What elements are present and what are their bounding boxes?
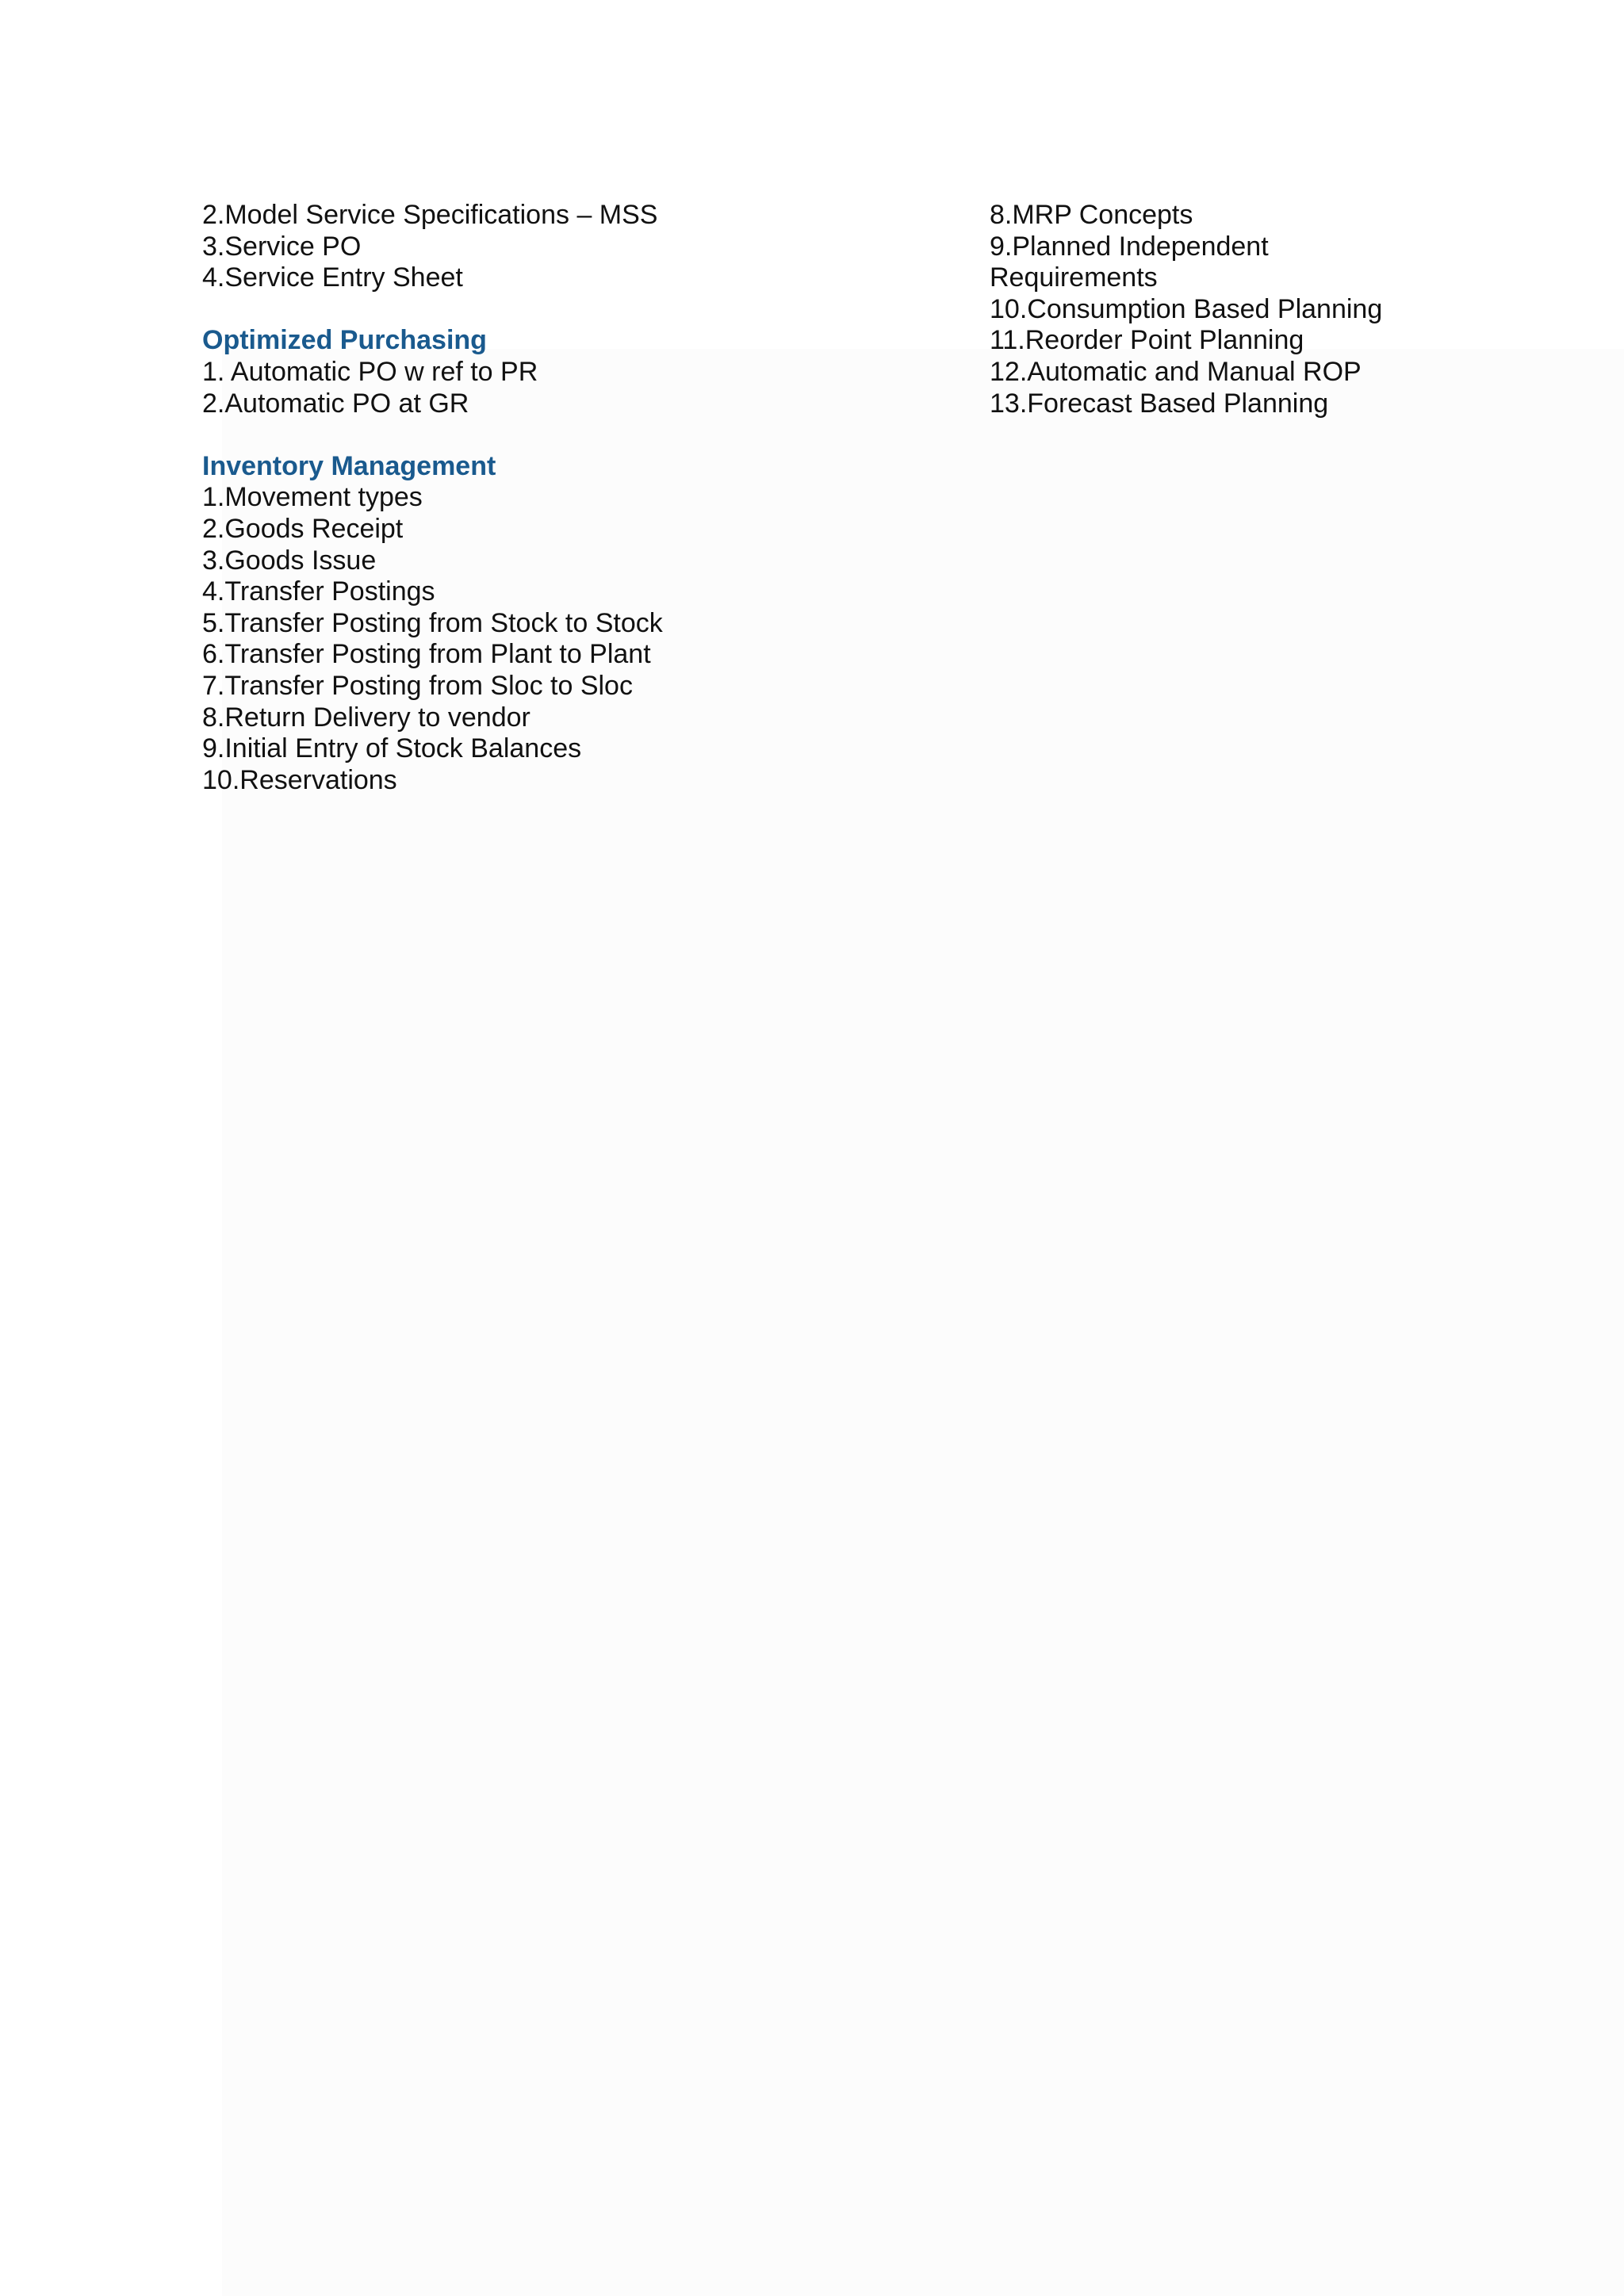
list-item-continuation: Requirements (990, 262, 1158, 293)
list-item: 3.Service PO (202, 231, 362, 262)
spacer (202, 294, 663, 326)
list-item: 8.Return Delivery to vendor (202, 702, 530, 733)
list-item: 1.Movement types (202, 482, 423, 513)
list-item: 1. Automatic PO w ref to PR (202, 356, 538, 387)
list-item: 2.Goods Receipt (202, 513, 404, 544)
section-heading-optimized-purchasing: Optimized Purchasing (202, 325, 487, 356)
left-column (202, 200, 663, 796)
list-item: 4.Transfer Postings (202, 576, 435, 607)
list-item: 11.Reorder Point Planning (990, 325, 1304, 356)
spacer (202, 419, 663, 451)
list-item: 13.Forecast Based Planning (990, 388, 1329, 419)
right-column (990, 200, 1382, 419)
list-item: 6.Transfer Posting from Plant to Plant (202, 639, 651, 670)
section-heading-inventory-management: Inventory Management (202, 450, 496, 481)
list-item: 2.Model Service Specifications – MSS (202, 200, 658, 230)
list-item: 3.Goods Issue (202, 545, 377, 576)
list-item: 10.Consumption Based Planning (990, 293, 1383, 324)
list-item: 9.Planned Independent (990, 231, 1269, 262)
list-item: 4.Service Entry Sheet (202, 262, 463, 293)
list-item: 9.Initial Entry of Stock Balances (202, 733, 582, 764)
list-item: 7.Transfer Posting from Sloc to Sloc (202, 670, 633, 701)
list-item: 12.Automatic and Manual ROP (990, 356, 1362, 387)
list-item: 8.MRP Concepts (990, 200, 1193, 230)
list-item: 5.Transfer Posting from Stock to Stock (202, 607, 663, 638)
list-item: 2.Automatic PO at GR (202, 388, 469, 419)
list-item: 10.Reservations (202, 764, 397, 795)
